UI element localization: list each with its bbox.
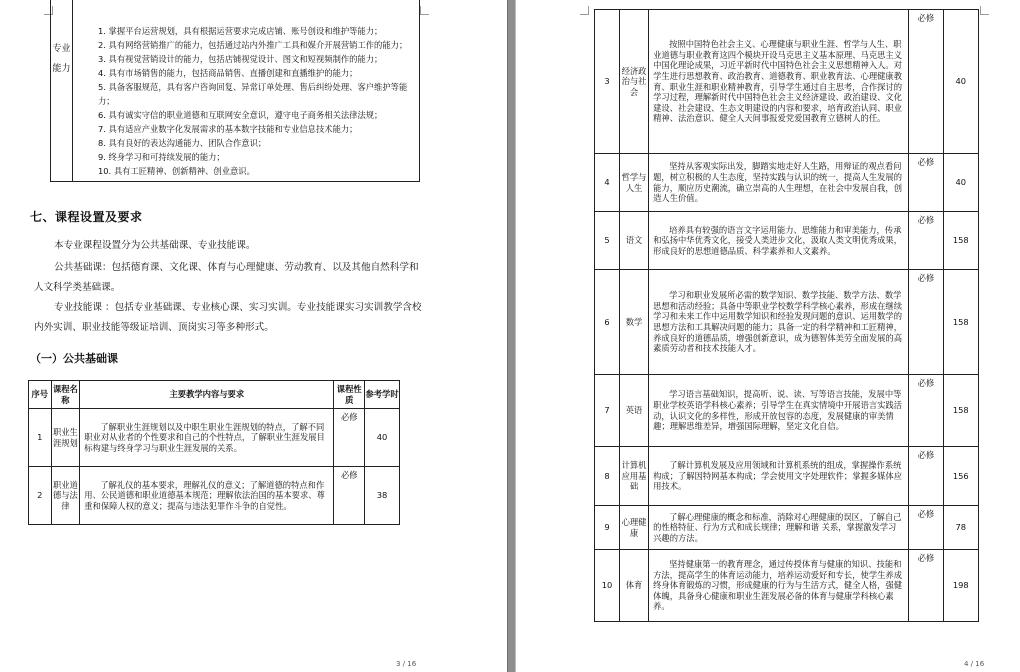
table-row	[595, 270, 979, 375]
paragraph: 公共基础课：包括德育课、文化课、体育与心理健康、劳动教育、以及其他自然科学和人文科学类基础课。	[34, 262, 419, 293]
ability-item: 4. 具有市场销售的能力，包括商品销售、直播创建和直播维护的能力；	[98, 68, 358, 78]
crop-mark	[420, 6, 429, 15]
subsection-title: （一）公共基础课	[30, 352, 118, 365]
row-hours: 40	[365, 409, 400, 467]
table-row	[29, 467, 400, 525]
row-hours: 40	[943, 10, 978, 154]
table-row	[595, 212, 979, 270]
crop-mark	[980, 6, 989, 15]
row-hours: 156	[943, 447, 978, 506]
table-row	[595, 550, 979, 622]
ability-item: 1. 掌握平台运营规划，具有根据运营要求完成店铺、账号创设和维护等能力；	[98, 26, 383, 36]
row-type: 必修	[334, 409, 365, 467]
ability-item: 7. 具有适应产业数字化发展需求的基本数字技能和专业信息技术能力；	[98, 124, 358, 134]
paragraph: 本专业课程设置分为公共基础课、专业技能课。	[54, 240, 256, 251]
row-name: 计算机应用基础	[619, 447, 648, 506]
row-name: 英语	[619, 375, 648, 447]
row-type: 必修	[909, 550, 943, 622]
row-hours: 158	[943, 375, 978, 447]
row-hours: 40	[943, 154, 978, 212]
header-hours: 参考学时	[365, 381, 400, 409]
row-type: 必修	[909, 447, 943, 506]
row-no: 10	[595, 550, 620, 622]
row-content: 学习语言基础知识，提高听、说、读、写等语言技能，发展中等职业学校英语学科核心素养；引导学生在真实情境中开展语言实践活动，认识文化的多样性，形成开放包容的态度，发展健康的审美情趣；理解思维差异，增强国际理解，坚定文化自信。	[649, 375, 909, 447]
table-row	[595, 375, 979, 447]
document-page-3	[0, 0, 507, 672]
page-number: 4 / 16	[964, 660, 985, 668]
crop-mark	[580, 6, 589, 15]
row-no: 4	[595, 154, 620, 212]
row-no: 9	[595, 506, 620, 550]
row-type: 必修	[909, 212, 943, 270]
row-name: 经济政治与社会	[619, 10, 648, 154]
ability-item: 9. 终身学习和可持续发展的能力；	[98, 152, 225, 162]
ability-item: 10. 具有工匠精神、创新精神、创业意识。	[98, 166, 255, 176]
row-hours: 78	[943, 506, 978, 550]
row-name: 职业道德与法律	[51, 467, 80, 525]
row-content: 学习和职业发展所必需的数学知识、数学技能、数学方法、数学思想和活动经验；具备中等职业学校数学科学核心素养，形成在继续学习和未来工作中运用数学知识和经验发现问题的意识、运用数学的思想方法和工具解决问题的能力；具备一定的科学精神和工匠精神，养成良好的道德品质，增强创新意识，成为德智体美劳全面发展的高素质劳动者和技术技能人才。	[649, 270, 909, 375]
course-table-right	[594, 9, 979, 622]
ability-table	[50, 0, 420, 182]
row-no: 6	[595, 270, 620, 375]
section-title: 七、课程设置及要求	[30, 210, 143, 224]
row-content: 坚持健康第一的教育理念，通过传授体育与健康的知识、技能和方法，提高学生的体育运动能力，培养运动爱好和专长，使学生养成终身体育锻炼的习惯，形成健康的行为与生活方式，健全人格，强健体魄，具备身心健康和职业生涯发展必备的体育与健康学科核心素养。	[649, 550, 909, 622]
ability-item: 8. 具有良好的表达沟通能力、团队合作意识；	[98, 138, 267, 148]
page-number: 3 / 16	[396, 660, 417, 668]
row-content: 了解礼仪的基本要求，理解礼仪的意义；了解道德的特点和作用、公民道德和职业道德基本规范；理解依法治国的基本要求、尊重和保障人权的意义；提高与违法犯罪作斗争的自觉性。	[80, 467, 334, 525]
row-content: 了解职业生涯规划以及中职生职业生涯规划的特点，了解不同职业对从业者的个性要求和自己的个性特点，了解职业生涯发展目标构建与终身学习与职业生涯发展的关系。	[80, 409, 334, 467]
row-name: 哲学与人生	[619, 154, 648, 212]
ability-item: 6. 具有诚实守信的职业道德和互联网安全意识，遵守电子商务相关法律法规；	[98, 110, 383, 120]
table-row	[595, 447, 979, 506]
document-page-4	[516, 0, 1020, 672]
row-name: 体育	[619, 550, 648, 622]
row-content: 了解心理健康的概念和标准，消除对心理健康的误区，了解自己的性格特征、行为方式和成长规律；理解和谐 关系，掌握激发学习兴趣的方法。	[649, 506, 909, 550]
ability-list-cell	[73, 0, 420, 182]
row-no: 8	[595, 447, 620, 506]
row-no: 3	[595, 10, 620, 154]
row-name: 数学	[619, 270, 648, 375]
row-type: 必修	[909, 375, 943, 447]
row-type: 必修	[909, 506, 943, 550]
row-no: 2	[29, 467, 52, 525]
row-type: 必修	[909, 154, 943, 212]
row-hours: 158	[943, 212, 978, 270]
row-content: 培养具有较强的语言文字运用能力、思维能力和审美能力，传承和弘扬中华优秀文化，接受人类进步文化，汲取人类文明优秀成果，形成良好的思想道德品质、科学素养和人文素养。	[649, 212, 909, 270]
header-type: 课程性质	[334, 381, 365, 409]
header-name: 课程名称	[51, 381, 80, 409]
ability-category-cell: 专业能力	[51, 0, 73, 182]
row-hours: 198	[943, 550, 978, 622]
row-name: 心理健康	[619, 506, 648, 550]
table-header-row	[29, 381, 400, 409]
ability-item: 3. 具有视觉营销设计的能力，包括店铺视觉设计、图文和短视频制作的能力；	[98, 54, 383, 64]
table-row	[595, 154, 979, 212]
row-type: 必修	[334, 467, 365, 525]
table-row	[595, 10, 979, 154]
page-gutter	[507, 0, 516, 672]
row-content: 按照中国特色社会主义、心理健康与职业生涯、哲学与人生、职业道德与职业教育这四个模块开设马克思主义基本原理、马克思主义中国化理论成果，习近平新时代中国特色社会主义思想精神入人。对学生进行思想教育、政治教育、道德教育、职业教育法、心理健康教育、职业生涯和职业精神教育，引导学生通过自主思考，合作探讨的学习过程，理解新时代中国特色社会主义经济建设、政治建设、文化建设、社会建设、生态文明建设的内容和要求，培育政治认同、职业精神、法治意识、健全人天间事报爱党爱国教育立德树人的任。	[649, 10, 909, 154]
course-table-left	[28, 380, 400, 525]
row-no: 7	[595, 375, 620, 447]
row-type: 必修	[909, 270, 943, 375]
row-no: 5	[595, 212, 620, 270]
row-name: 职业生涯规划	[51, 409, 80, 467]
header-content: 主要教学内容与要求	[80, 381, 334, 409]
row-content: 了解计算机发展及应用领域和计算机系统的组成，掌握操作系统构成；了解因特网基本构成；学会使用文字处理软件；掌握多媒体应用技术。	[649, 447, 909, 506]
paragraph: 专业技能课 ：包括专业基础课、专业核心课、实习实训。专业技能课实习实训教学含校内外实训、职业技能等级证培训、顶岗实习等多种形式。	[34, 302, 422, 333]
row-hours: 158	[943, 270, 978, 375]
ability-item: 5. 具备客服规范，具有客户咨询回复、异常订单处理、售后纠纷处理、客户维护等能力；	[98, 82, 408, 106]
ability-list	[73, 21, 419, 181]
header-no: 序号	[29, 381, 52, 409]
row-no: 1	[29, 409, 52, 467]
row-content: 坚持从客观实际出发，脚踏实地走好人生路，用辩证的观点看问题，树立积极的人生态度，坚持实践与认识的统一，提高人生发展的能力，顺应历史潮流，确立崇高的人生理想，在社会中发展自我，创造人生价值。	[649, 154, 909, 212]
table-row	[595, 506, 979, 550]
row-hours: 38	[365, 467, 400, 525]
ability-item: 2. 具有网络营销推广的能力，包括通过站内外推广工具和媒介开展营销工作的能力；	[98, 40, 408, 50]
table-row	[29, 409, 400, 467]
row-type: 必修	[909, 10, 943, 154]
row-name: 语文	[619, 212, 648, 270]
